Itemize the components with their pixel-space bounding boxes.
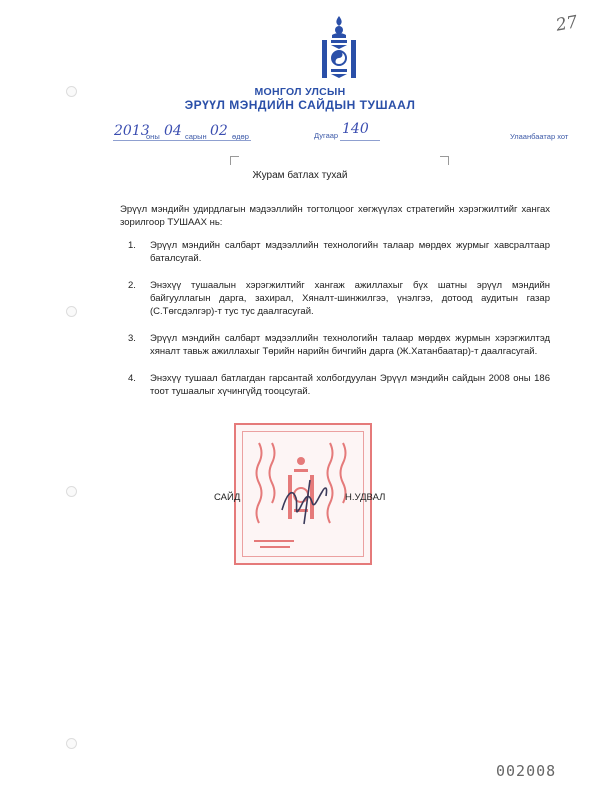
- day-label: өдөр: [232, 132, 249, 141]
- punch-hole: [66, 486, 77, 497]
- month-value: 04: [164, 123, 182, 139]
- day-value: 02: [210, 123, 228, 139]
- number-field: [342, 120, 369, 138]
- list-item: 4. Энэхүү тушаал батлагдан гарсантай холбогдуулан Эрүүл мэндийн сайдын 2008 оны 186 тоот тушаалыг хүчингүйд тооцсугай.: [128, 373, 550, 397]
- punch-hole: [66, 306, 77, 317]
- corner-mark: [440, 156, 449, 165]
- number-label: Дугаар: [314, 131, 339, 140]
- list-item: 1. Эрүүл мэндийн салбарт мэдээллийн технологийн талаар мөрдөх журмыг хавсралтаар баталсугай.: [128, 240, 550, 264]
- signatory-name: Н.УДВАЛ: [345, 492, 386, 503]
- city-label: Улаанбаатар хот: [510, 132, 569, 141]
- document-body: [120, 203, 550, 412]
- month-field: [164, 122, 182, 140]
- signature-title: САЙД: [214, 492, 241, 503]
- year-value: 2013: [114, 123, 150, 139]
- handwritten-signature: [270, 468, 340, 533]
- month-label: сарын: [185, 132, 207, 141]
- day-field: [210, 122, 228, 140]
- footer-number: 002008: [496, 762, 557, 780]
- number-value: 140: [342, 121, 369, 137]
- list-item: 3. Эрүүл мэндийн салбарт мэдээллийн технологийн талаар мөрдөх журмын хэрэгжилтэд хяналт тавьж ажиллахыг Төрийн нарийн бичгийн дарга (Ж.Хатанбаатар)-т даалгасугай.: [128, 333, 550, 357]
- soyombo-emblem-icon: [318, 14, 360, 82]
- document-title: Журам батлах тухай: [252, 170, 348, 181]
- year-label: оны: [146, 132, 160, 141]
- list-item: 2. Энэхүү тушаалын хэрэгжилтийг хангаж ажиллахыг бүх шатны эрүүл мэндийн байгууллагын дарга, захирал, Хяналт-шинжилгээ, үнэлгээ, дотоод аудитын газар (С.Төгсдэлгэр)-т тус тус даалгасугай.: [128, 280, 550, 317]
- number-underline: [340, 140, 380, 141]
- page-number: 27: [554, 12, 580, 36]
- date-underline: [113, 140, 251, 141]
- header-country: МОНГОЛ УЛСЫН: [254, 86, 346, 98]
- corner-mark: [230, 156, 239, 165]
- year-field: [114, 122, 150, 140]
- punch-hole: [66, 738, 77, 749]
- preamble: Эрүүл мэндийн удирдлагын мэдээллийн тогтолцоог хөгжүүлэх стратегийн хэрэгжилтийг хангах зорилгоор ТУШААХ нь:: [120, 204, 550, 228]
- header-ministry: ЭРҮҮЛ МЭНДИЙН САЙДЫН ТУШААЛ: [184, 98, 416, 112]
